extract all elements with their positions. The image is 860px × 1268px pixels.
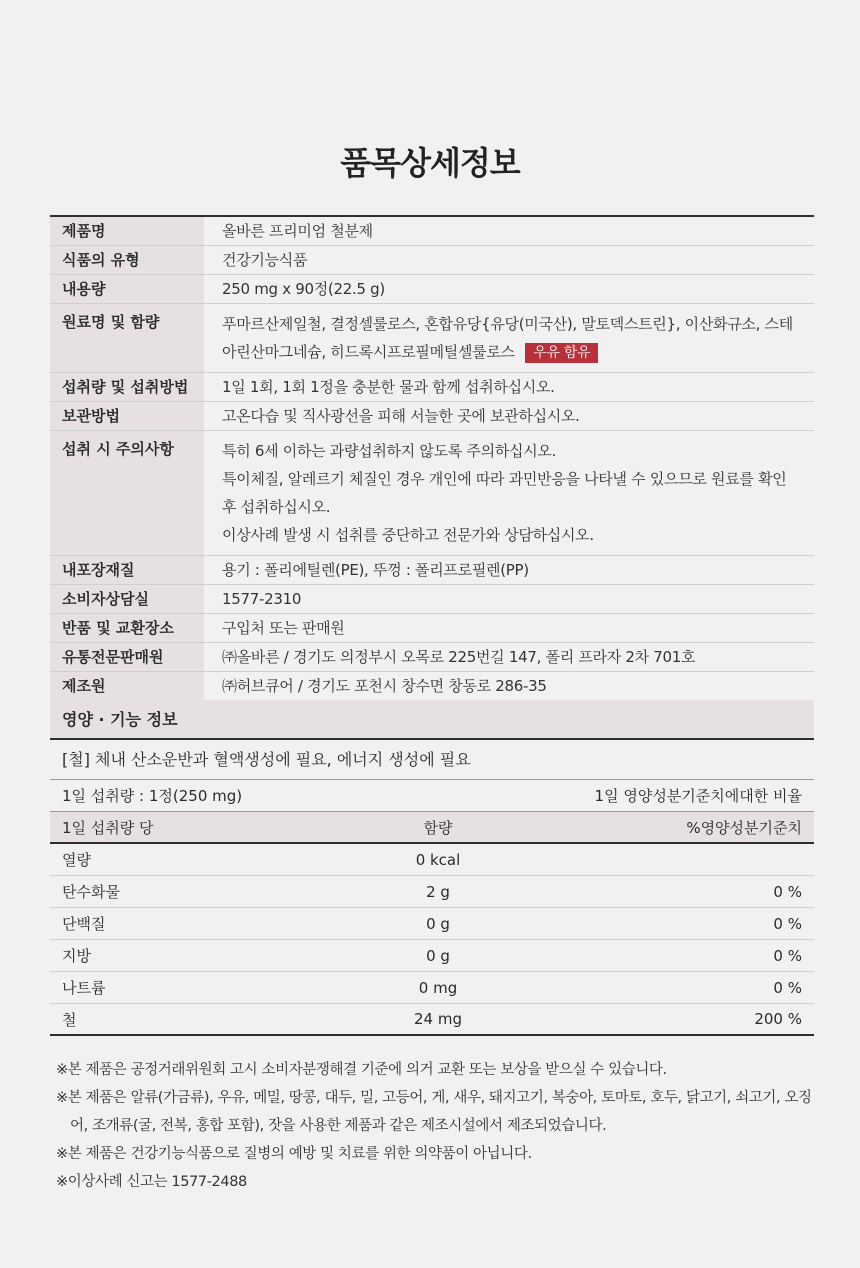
nutrient-name: 단백질 [62, 915, 106, 933]
nutrient-name: 나트륨 [62, 979, 106, 997]
product-info-table [50, 215, 814, 1036]
caution-line: 특이체질, 알레르기 체질인 경우 개인에 따라 과민반응을 나타낼 수 있으므로 원료를 확인 후 섭취하십시오. [222, 470, 787, 516]
info-row-food-type [50, 246, 814, 275]
info-value: 1일 1회, 1회 1정을 충분한 물과 함께 섭취하십시오. [222, 378, 555, 396]
nutrient-percent: 0 % [773, 946, 802, 965]
nutrition-row [50, 972, 814, 1004]
info-row-ingredients [50, 304, 814, 373]
note-line: ※본 제품은 건강기능식품으로 질병의 예방 및 치료를 위한 의약품이 아닙니다. [56, 1146, 532, 1162]
caution-line: 특히 6세 이하는 과량섭취하지 않도록 주의하십시오. [222, 442, 557, 460]
info-value: 250 mg x 90정(22.5 g) [222, 280, 385, 298]
nutrient-name: 열량 [62, 851, 91, 869]
header-daily-value: %영양성분기준치 [686, 818, 802, 837]
info-value: 용기 : 폴리에틸렌(PE), 뚜껑 : 폴리프로필렌(PP) [222, 561, 529, 579]
info-label: 내포장재질 [50, 556, 204, 584]
nutrition-row [50, 940, 814, 972]
info-value [204, 431, 814, 555]
info-label: 섭취 시 주의사항 [50, 431, 204, 555]
nutrient-name: 철 [62, 1010, 77, 1029]
function-info: [철] 체내 산소운반과 혈액생성에 필요, 에너지 생성에 필요 [50, 740, 814, 780]
header-per-serving: 1일 섭취량 당 [62, 818, 154, 837]
info-row-product-name [50, 217, 814, 246]
note-line: ※이상사례 신고는 1577-2488 [56, 1174, 247, 1190]
info-row-intake [50, 373, 814, 402]
info-label: 제품명 [50, 217, 204, 245]
info-label: 식품의 유형 [50, 246, 204, 274]
daily-ratio-label: 1일 영양성분기준치에대한 비율 [594, 787, 802, 805]
info-value: ㈜허브큐어 / 경기도 포천시 창수면 창동로 286-35 [222, 677, 547, 695]
nutrient-amount: 24 mg [414, 1010, 462, 1028]
nutrient-amount: 0 g [426, 914, 450, 933]
nutrition-row [50, 1004, 814, 1036]
info-label: 원료명 및 함량 [50, 304, 204, 372]
note-line: ※본 제품은 알류(가금류), 우유, 메밀, 땅콩, 대두, 밀, 고등어, 게, 새우, 돼지고기, 복숭아, 토마토, 호두, 닭고기, 쇠고기, 오징어, 조개류(굴, 전복, 홍합 포함), 잣을 사용한 제품과 같은 제조시설에서 제조되었습니다. [56, 1090, 812, 1134]
info-label: 내용량 [50, 275, 204, 303]
info-value: 고온다습 및 직사광선을 피해 서늘한 곳에 보관하십시오. [222, 407, 580, 425]
info-label: 반품 및 교환장소 [50, 614, 204, 642]
nutrient-percent: 0 % [773, 914, 802, 933]
nutrient-name: 탄수화물 [62, 883, 120, 901]
nutrient-amount: 0 g [426, 946, 450, 965]
nutrition-row [50, 876, 814, 908]
note-line: ※본 제품은 공정거래위원회 고시 소비자분쟁해결 기준에 의거 교환 또는 보상을 받으실 수 있습니다. [56, 1062, 667, 1078]
serving-size: 1일 섭취량 : 1정(250 mg) [62, 787, 243, 805]
info-value: 1577-2310 [222, 590, 302, 608]
info-row-caution [50, 431, 814, 556]
info-row-volume [50, 275, 814, 304]
nutrition-row [50, 844, 814, 876]
nutrient-amount: 0 mg [418, 978, 458, 997]
info-label: 섭취량 및 섭취방법 [50, 373, 204, 401]
info-value: 건강기능식품 [222, 251, 308, 269]
info-row-returns [50, 614, 814, 643]
info-label: 유통전문판매원 [50, 643, 204, 671]
nutrient-amount: 0 kcal [415, 850, 461, 869]
info-value: 구입처 또는 판매원 [222, 619, 345, 637]
page-title: 품목상세정보 [340, 144, 520, 182]
info-row-packaging [50, 556, 814, 585]
info-row-manufacturer [50, 672, 814, 700]
nutrition-table-header [50, 812, 814, 844]
nutrition-section-title: 영양 · 기능 정보 [50, 700, 814, 740]
info-value: 올바른 프리미엄 철분제 [222, 222, 373, 240]
allergen-badge: 우유 함유 [525, 343, 598, 363]
info-row-storage [50, 402, 814, 431]
notes-section [56, 1056, 816, 1196]
info-row-distributor [50, 643, 814, 672]
nutrient-name: 지방 [62, 947, 91, 965]
info-row-consumer-center [50, 585, 814, 614]
info-value: ㈜올바른 / 경기도 의정부시 오목로 225번길 147, 폴리 프라자 2차 701호 [222, 648, 696, 666]
nutrient-percent: 0 % [773, 978, 802, 997]
ingredients-text: 푸마르산제일철, 결정셀룰로스, 혼합유당{유당(미국산), 말토덱스트린}, 이산화규소, 스테아린산마그네슘, 히드록시프로필메틸셀룰로스 [222, 315, 793, 361]
nutrient-percent: 0 % [773, 882, 802, 901]
info-label: 소비자상담실 [50, 585, 204, 613]
info-label: 보관방법 [50, 402, 204, 430]
header-amount: 함량 [423, 818, 453, 837]
nutrition-row [50, 908, 814, 940]
info-value [204, 304, 814, 372]
serving-row [50, 780, 814, 812]
info-label: 제조원 [50, 672, 204, 700]
nutrient-amount: 2 g [426, 882, 450, 901]
nutrient-percent: 200 % [754, 1010, 802, 1028]
caution-line: 이상사례 발생 시 섭취를 중단하고 전문가와 상담하십시오. [222, 526, 594, 544]
